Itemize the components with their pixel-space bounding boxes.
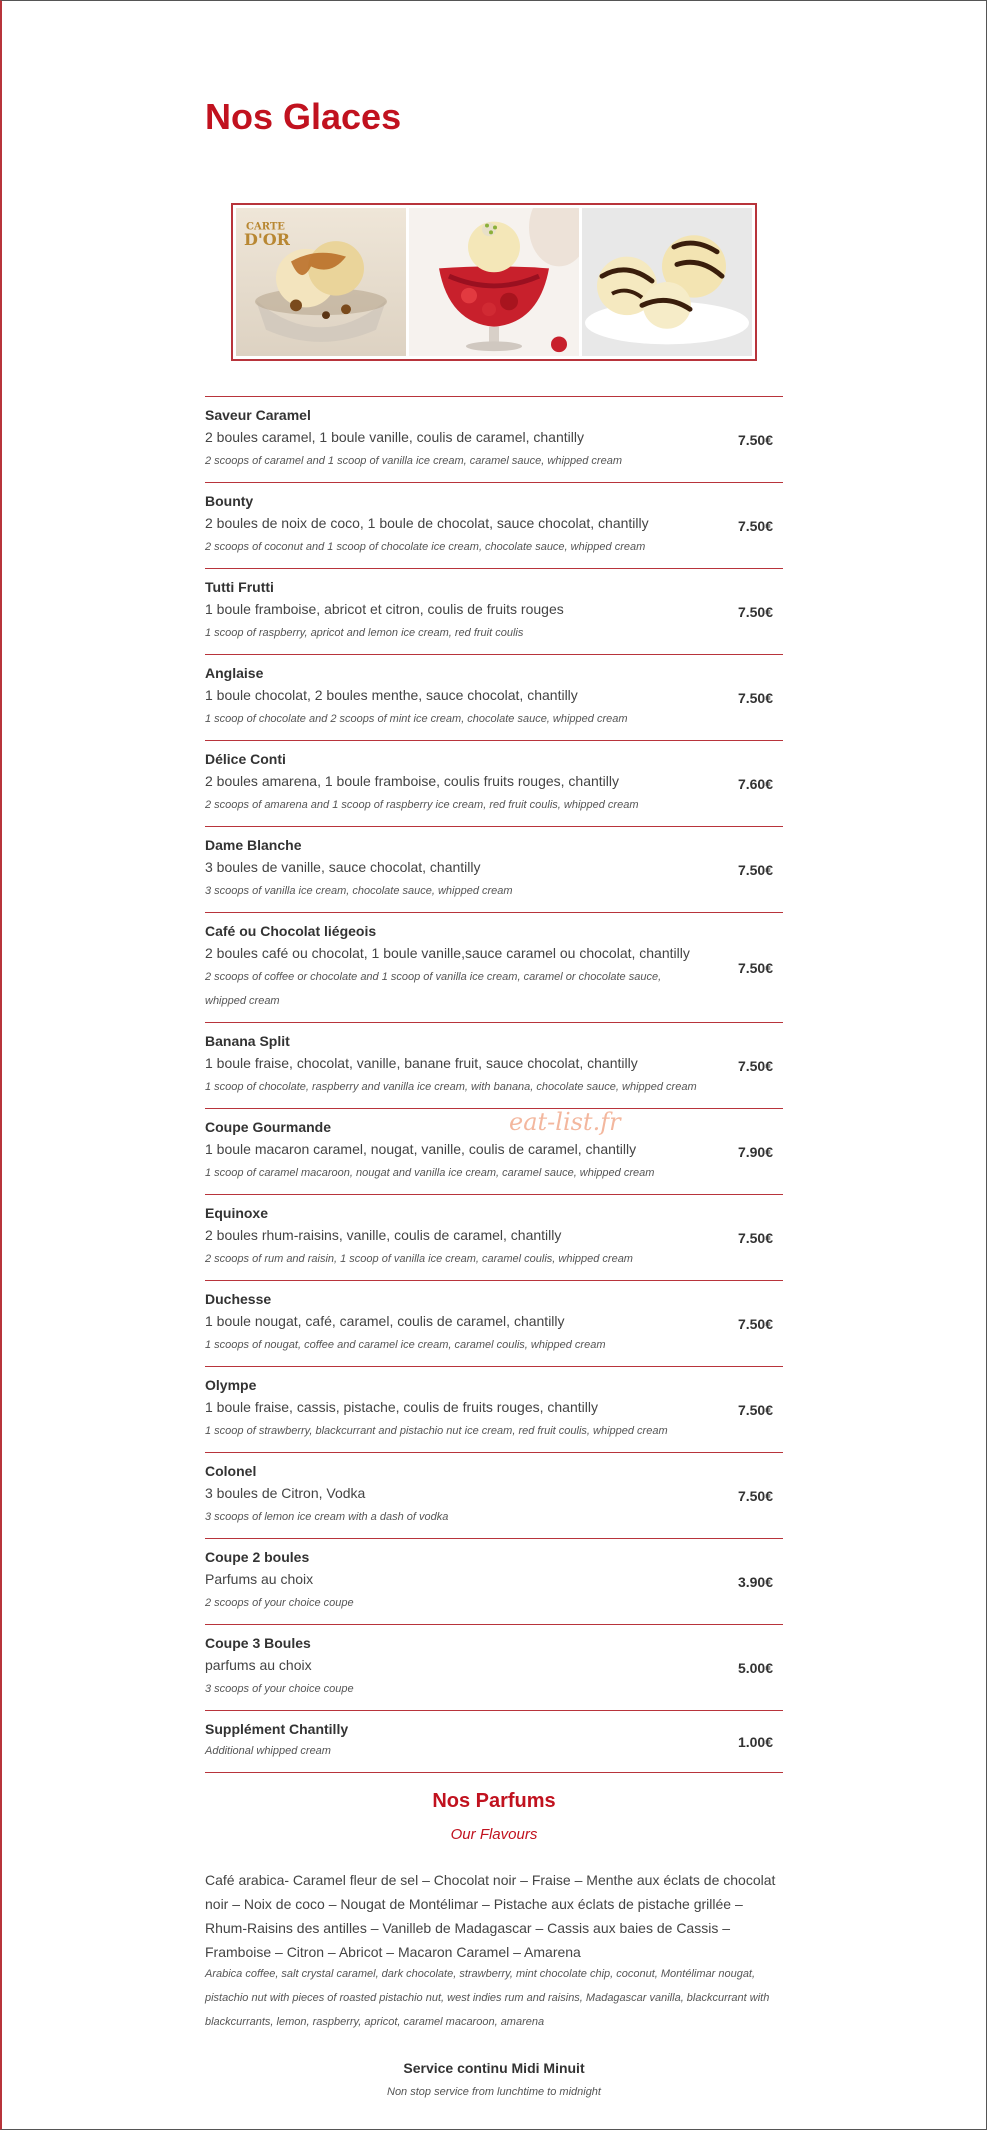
menu-item-price: 7.50€ [737,603,773,620]
service-hours-title: Service continu Midi Minuit [403,2060,585,2076]
menu-item-description-en: 1 scoop of raspberry, apricot and lemon ice cream, red fruit coulis [205,627,524,639]
menu-item [205,1109,783,1195]
menu-item-description-en: 1 scoops of nougat, coffee and caramel ice cream, caramel coulis, whipped cream [205,1339,606,1351]
menu-item-name: Coupe 3 Boules [205,1635,311,1651]
menu-item-name: Olympe [205,1377,257,1393]
menu-item-name: Tutti Frutti [205,579,274,595]
menu-item-price: 7.50€ [737,1315,773,1332]
menu-item [205,483,783,569]
menu-item-price: 7.60€ [737,775,773,792]
menu-item-description-fr: Parfums au choix [205,1571,314,1587]
menu-item-price: 7.50€ [737,517,773,534]
watermark: eat-list.fr [509,1108,621,1136]
menu-item-description-en: 3 scoops of lemon ice cream with a dash of vodka [205,1511,449,1523]
menu-item-description-fr: 2 boules rhum-raisins, vanille, coulis de caramel, chantilly [205,1227,562,1243]
menu-item-name: Délice Conti [205,751,286,767]
menu-item [205,1625,783,1711]
menu-item-name: Banana Split [205,1033,290,1049]
menu-item-description-en: 2 scoops of caramel and 1 scoop of vanilla ice cream, caramel sauce, whipped cream [205,455,622,467]
menu-item-description-en: 1 scoop of chocolate and 2 scoops of mint ice cream, chocolate sauce, whipped cream [205,713,628,725]
menu-item-description-fr: 1 boule chocolat, 2 boules menthe, sauce chocolat, chantilly [205,687,578,703]
menu-item-description-en: 2 scoops of rum and raisin, 1 scoop of vanilla ice cream, caramel coulis, whipped cream [205,1253,633,1265]
menu-item-description-en: 2 scoops of coffee or chocolate and 1 scoop of vanilla ice cream, caramel or chocolate sauce, whipped cream [205,971,662,1007]
menu-item-description-fr: 2 boules café ou chocolat, 1 boule vanille,sauce caramel ou chocolat, chantilly [205,945,690,961]
menu-item-name: Anglaise [205,665,264,681]
menu-item-name: Café ou Chocolat liégeois [205,923,377,939]
menu-item [205,1023,783,1109]
chocolate-sauce-scoops-photo [582,208,752,356]
menu-item-name: Colonel [205,1463,257,1479]
menu-item-name: Coupe Gourmande [205,1119,332,1135]
menu-item-description-en: 3 scoops of your choice coupe [205,1683,354,1695]
menu-item-price: 7.50€ [737,1401,773,1418]
menu-item-description-en: 1 scoop of caramel macaroon, nougat and vanilla ice cream, caramel sauce, whipped cream [205,1167,655,1179]
flavours-list-fr: Café arabica- Caramel fleur de sel – Chocolat noir – Fraise – Menthe aux éclats de chocolat noir – Noix de coco – Nougat de Montélimar – Pistache aux éclats de pistache grillée – Rhum-Raisins des antilles – Vanilleb de Madagascar – Cassis aux baies de Cassis – Framboise – Citron – Abricot – Macaron Caramel – Amarena [205,1872,776,1960]
menu-item-description-fr: parfums au choix [205,1657,312,1673]
menu-item-description-fr: 1 boule nougat, café, caramel, coulis de caramel, chantilly [205,1313,565,1329]
menu-item-price: 7.50€ [737,959,773,976]
menu-item-name: Coupe 2 boules [205,1549,310,1565]
menu-item [205,569,783,655]
photo-strip [231,203,757,361]
menu-item-description-en: Additional whipped cream [205,1745,331,1757]
menu-item [205,1195,783,1281]
menu-item-price: 7.50€ [737,1487,773,1504]
flavours-title: Nos Parfums [432,1790,556,1812]
menu-item [205,913,783,1023]
menu-item-price: 7.50€ [737,689,773,706]
menu-item [205,1367,783,1453]
service-hours-subtitle: Non stop service from lunchtime to midnight [387,2086,601,2098]
menu-item [205,827,783,913]
red-fruit-sundae-photo [409,208,579,356]
menu-item-description-en: 3 scoops of vanilla ice cream, chocolate sauce, whipped cream [205,885,513,897]
flavours-subtitle: Our Flavours [450,1826,538,1843]
carte-dor-logo-line2: D'OR [244,230,290,249]
menu-item-description-en: 2 scoops of amarena and 1 scoop of raspberry ice cream, red fruit coulis, whipped cream [205,799,639,811]
menu-item-price: 1.00€ [737,1733,773,1750]
menu-item-description-en: 1 scoop of strawberry, blackcurrant and pistachio nut ice cream, red fruit coulis, whipped cream [205,1425,668,1437]
menu-item-price: 7.50€ [737,1229,773,1246]
menu-item-description-fr: 1 boule fraise, cassis, pistache, coulis de fruits rouges, chantilly [205,1399,598,1415]
menu-item-price: 5.00€ [737,1659,773,1676]
menu-item-name: Saveur Caramel [205,407,311,423]
menu-item-name: Supplément Chantilly [205,1721,349,1737]
menu-item [205,1539,783,1625]
menu-item-description-fr: 3 boules de vanille, sauce chocolat, chantilly [205,859,481,875]
menu-item [205,655,783,741]
menu-item-description-en: 2 scoops of your choice coupe [205,1597,354,1609]
menu-item-description-fr: 1 boule fraise, chocolat, vanille, banane fruit, sauce chocolat, chantilly [205,1055,638,1071]
menu-item-description-fr: 1 boule framboise, abricot et citron, coulis de fruits rouges [205,601,564,617]
menu-item [205,1453,783,1539]
menu-item-price: 7.50€ [737,431,773,448]
menu-item-description-fr: 2 boules de noix de coco, 1 boule de chocolat, sauce chocolat, chantilly [205,515,649,531]
menu-item-name: Equinoxe [205,1205,269,1221]
menu-item-price: 7.50€ [737,1057,773,1074]
menu-item-price: 7.50€ [737,861,773,878]
flavours-list-en: Arabica coffee, salt crystal caramel, dark chocolate, strawberry, mint chocolate chip, coconut, Montélimar nougat, pistachio nut with pieces of roasted pistachio nut, west indies rum and raisins, Madagascar vanilla, blackcurrant with blackcurrants, lemon, raspberry, apricot, caramel macaroon, amarena [205,1968,770,2028]
menu-item [205,741,783,827]
menu-item-description-fr: 1 boule macaron caramel, nougat, vanille, coulis de caramel, chantilly [205,1141,637,1157]
menu-item-name: Bounty [205,493,254,509]
menu-item-name: Duchesse [205,1291,272,1307]
menu-item [205,1711,783,1773]
menu-item-price: 7.90€ [737,1143,773,1160]
menu-item [205,1281,783,1367]
page-title: Nos Glaces [205,96,402,137]
menu-item-description-en: 1 scoop of chocolate, raspberry and vanilla ice cream, with banana, chocolate sauce, whipped cream [205,1081,697,1093]
caramel-sundae-photo [236,208,406,356]
menu-item [205,397,783,483]
menu-list [205,396,783,1773]
menu-item-description-fr: 3 boules de Citron, Vodka [205,1485,366,1501]
menu-item-name: Dame Blanche [205,837,302,853]
menu-item-price: 3.90€ [737,1573,773,1590]
menu-item-description-fr: 2 boules caramel, 1 boule vanille, coulis de caramel, chantilly [205,429,584,445]
menu-item-description-fr: 2 boules amarena, 1 boule framboise, coulis fruits rouges, chantilly [205,773,619,789]
carte-dor-logo: CARTE [246,221,285,233]
menu-item-description-en: 2 scoops of coconut and 1 scoop of chocolate ice cream, chocolate sauce, whipped cream [205,541,646,553]
